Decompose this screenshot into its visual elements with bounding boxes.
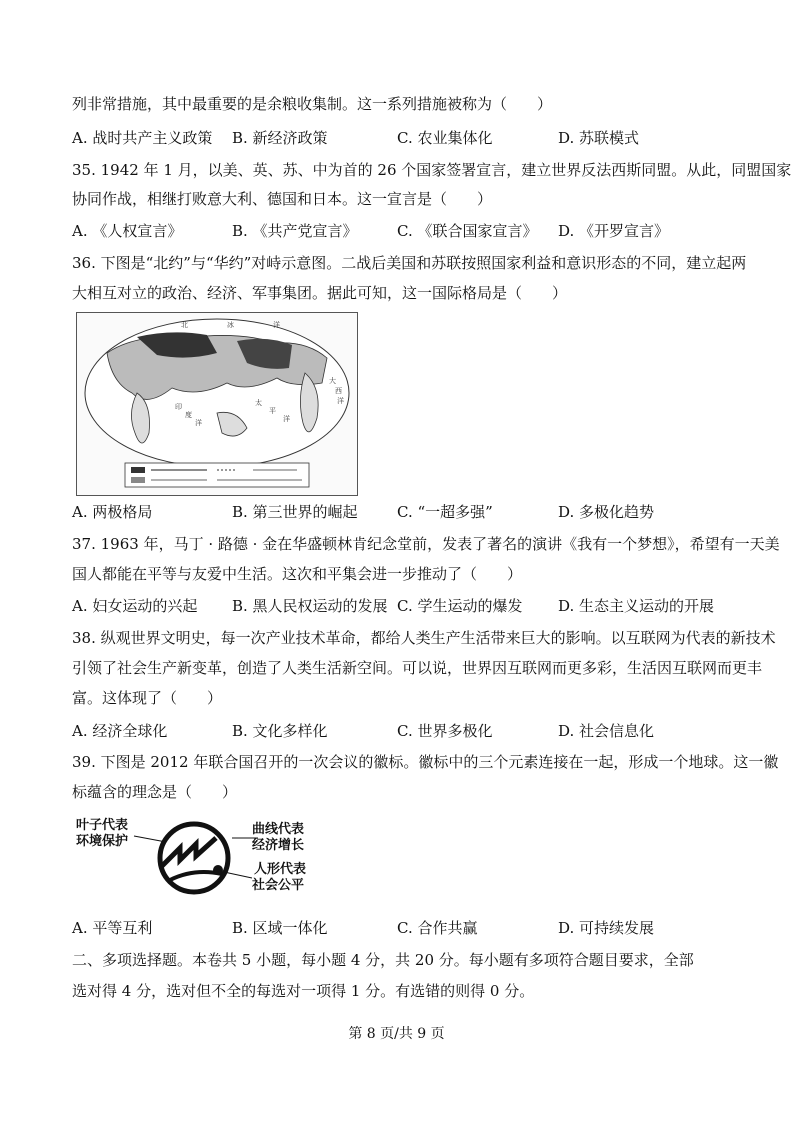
question-37-options (72, 596, 732, 616)
option-c: C. 合作共赢 (397, 919, 478, 937)
page-footer: 第 8 页/共 9 页 (348, 1026, 445, 1042)
option-d: D. 《开罗宣言》 (558, 222, 670, 240)
option-a: A. 战时共产主义政策 (72, 129, 213, 147)
conference-emblem-image (76, 808, 306, 908)
option-b: B. 新经济政策 (232, 129, 328, 147)
option-c: C. “一超多强” (397, 503, 493, 521)
option-a: A. 平等互利 (72, 919, 153, 937)
option-a: A. 妇女运动的兴起 (72, 597, 198, 615)
option-b: B. 区域一体化 (232, 919, 328, 937)
option-d: D. 生态主义运动的开展 (558, 597, 715, 615)
map-label-atlantic-3: 洋 (337, 397, 344, 405)
question-37-stem-1: 37. 1963 年，马丁 · 路德 · 金在华盛顿林肯纪念堂前，发表了著名的演讲《我有一个梦想》，希望有一天美 (72, 535, 780, 553)
emblem-label-human-2: 社会公平 (252, 878, 305, 893)
option-c: C. 学生运动的爆发 (397, 597, 523, 615)
map-label-ocean: 洋 (273, 321, 280, 329)
map-label-indian-3: 洋 (195, 419, 202, 427)
map-label-pacific-2: 平 (269, 407, 276, 415)
question-37-stem-2: 国人都能在平等与友爱中生活。这次和平集会进一步推动了（ ） (72, 565, 523, 583)
question-35-stem-1: 35. 1942 年 1 月，以美、英、苏、中为首的 26 个国家签署宣言，建立世界反法西斯同盟。从此，同盟国家 (72, 161, 792, 179)
option-a: A. 经济全球化 (72, 722, 168, 740)
map-label-indian-2: 度 (185, 411, 192, 419)
map-label-pacific-3: 洋 (283, 415, 290, 423)
question-36-stem-2: 大相互对立的政治、经济、军事集团。据此可知，这一国际格局是（ ） (72, 284, 568, 302)
option-c: C. 《联合国家宣言》 (397, 222, 538, 240)
question-36-options (72, 502, 732, 522)
section-2-instructions-1: 二、多项选择题。本卷共 5 小题，每小题 4 分，共 20 分。每小题有多项符合题目要求，全部 (72, 951, 694, 969)
option-a: A. 两极格局 (72, 503, 153, 521)
question-35-options (72, 221, 732, 241)
question-38-stem-2: 引领了社会生产新变革，创造了人类生活新空间。可以说，世界因互联网而更多彩，生活因互联网而更丰 (72, 659, 763, 677)
map-label-pacific-1: 太 (255, 399, 262, 407)
option-c: C. 世界多极化 (397, 722, 493, 740)
option-d: D. 苏联模式 (558, 129, 640, 147)
emblem-label-curve-2: 经济增长 (252, 838, 305, 853)
world-map-drawing (77, 313, 357, 495)
emblem-label-leaf-1: 叶子代表 (76, 818, 129, 833)
emblem-label-curve-1: 曲线代表 (252, 822, 305, 837)
option-b: B. 《共产党宣言》 (232, 222, 358, 240)
map-label-north: 北 (181, 321, 188, 329)
option-b: B. 黑人民权运动的发展 (232, 597, 388, 615)
section-2-instructions-2: 选对得 4 分，选对但不全的每选对一项得 1 分。有选错的则得 0 分。 (72, 982, 535, 1000)
option-b: B. 文化多样化 (232, 722, 328, 740)
option-c: C. 农业集体化 (397, 129, 493, 147)
option-d: D. 可持续发展 (558, 919, 655, 937)
map-label-atlantic-2: 西 (335, 387, 342, 395)
question-34-stem-end: 列非常措施，其中最重要的是余粮收集制。这一系列措施被称为（ ） (72, 95, 553, 113)
question-38-stem-1: 38. 纵观世界文明史，每一次产业技术革命，都给人类生产生活带来巨大的影响。以互联网为代表的新技术 (72, 629, 776, 647)
question-38-stem-3: 富。这体现了（ ） (72, 689, 223, 707)
question-36-stem-1: 36. 下图是“北约”与“华约”对峙示意图。二战后美国和苏联按照国家利益和意识形态的不同，建立起两 (72, 254, 747, 272)
map-label-indian-1: 印 (175, 403, 182, 411)
map-label-ice: 冰 (227, 321, 234, 329)
option-d: D. 社会信息化 (558, 722, 655, 740)
map-label-atlantic-1: 大 (329, 377, 336, 385)
emblem-label-human-1: 人形代表 (254, 862, 307, 877)
question-34-options (72, 128, 732, 148)
question-35-stem-2: 协同作战，相继打败意大利、德国和日本。这一宣言是（ ） (72, 190, 493, 208)
option-d: D. 多极化趋势 (558, 503, 655, 521)
question-39-options (72, 918, 732, 938)
nato-warsaw-map-image (76, 312, 358, 496)
option-b: B. 第三世界的崛起 (232, 503, 358, 521)
emblem-label-leaf-2: 环境保护 (76, 834, 129, 849)
map-legend (125, 463, 309, 487)
option-a: A. 《人权宣言》 (72, 222, 183, 240)
question-38-options (72, 721, 732, 741)
question-39-stem-2: 标蕴含的理念是（ ） (72, 783, 238, 801)
question-39-stem-1: 39. 下图是 2012 年联合国召开的一次会议的徽标。徽标中的三个元素连接在一起，形成一个地球。这一徽 (72, 753, 779, 771)
